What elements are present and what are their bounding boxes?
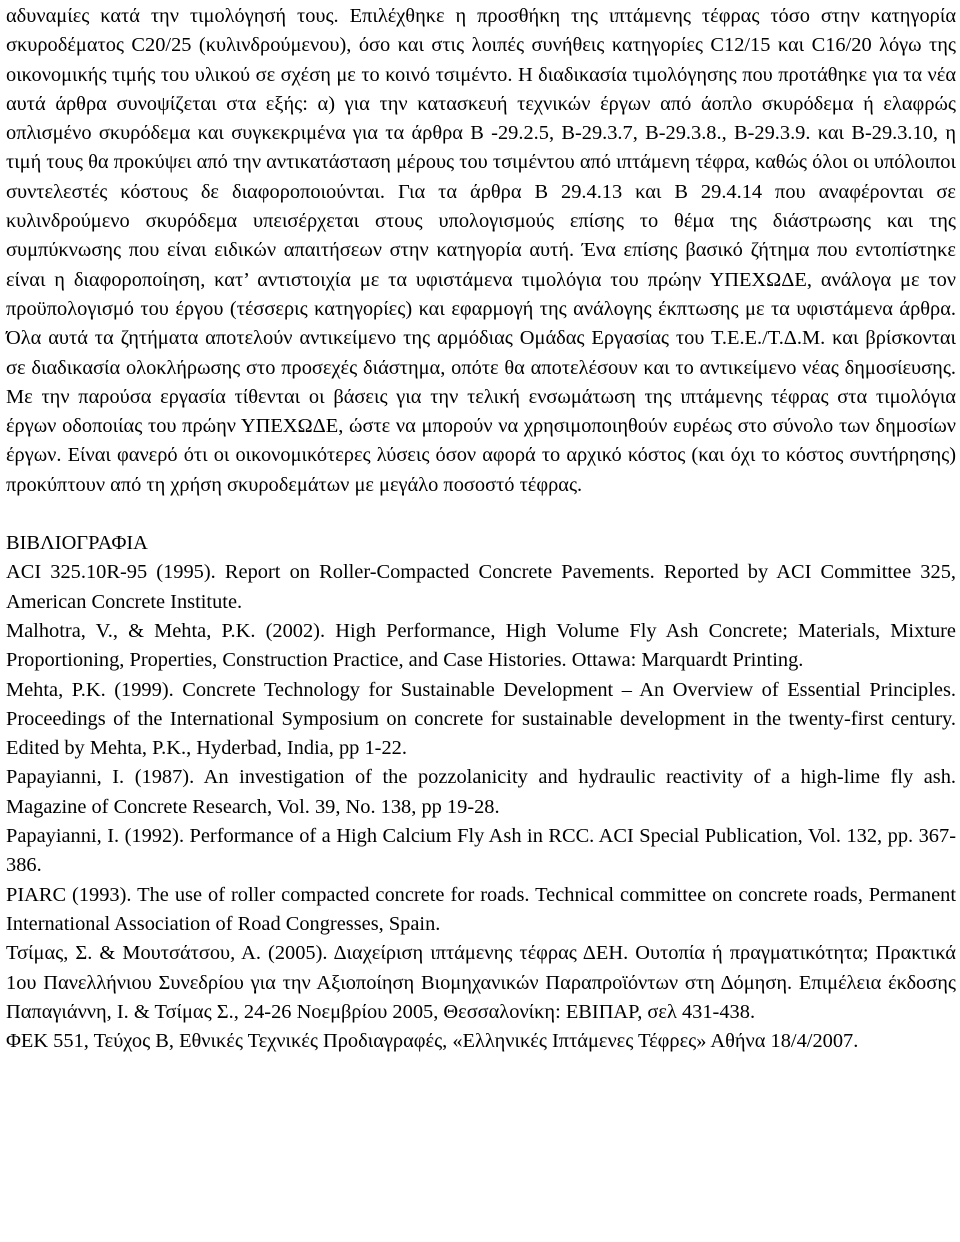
body-paragraph: αδυναμίες κατά την τιμολόγησή τους. Επιλέχθηκε η προσθήκη της ιπτάμενης τέφρας τόσο στην κατηγορία σκυροδέματος C20/25 (κυλινδρούμενου), όσο και στις λοιπές συνήθεις κατηγορίες C12/15 και C16/20 λόγω της οικονομικής τιμής του υλικού σε σχέση με το κοινό τσιμέντο. Η διαδικασία τιμολόγησης που προτάθηκε για τα νέα αυτά άρθρα συνοψίζεται στα εξής: α) για την κατασκευή τεχνικών έργων από άοπλο σκυρόδεμα ή ελαφρώς οπλισμένο σκυρόδεμα και συγκεκριμένα για τα άρθρα Β -29.2.5, Β-29.3.7, Β-29.3.8., Β-29.3.9. και Β-29.3.10, η τιμή τους θα προκύψει από την αντικατάσταση μέρους του τσιμέντου από ιπτάμενη τέφρα, καθώς όλοι οι υπόλοιποι συντελεστές κόστους δε διαφοροποιούνται. Για τα άρθρα Β 29.4.13 και Β 29.4.14 που αναφέρονται σε κυλινδρούμενο σκυρόδεμα υπεισέρχεται στους υπολογισμούς επίσης το θέμα της διάστρωσης και της συμπύκνωσης που είναι ειδικών απαιτήσεων στην κατηγορία αυτή. Ένα επίσης βασικό ζήτημα που εντοπίστηκε είναι η διαφοροποίηση, κατ’ αντιστοιχία με τα υφιστάμενα τιμολόγια του πρώην ΥΠΕΧΩΔΕ, ανάλογα με τον προϋπολογισμό του έργου (τέσσερις κατηγορίες) και εφαρμογή της ανάλογης έκπτωσης με τα υφιστάμενα άρθρα. Όλα αυτά τα ζητήματα αποτελούν αντικείμενο της αρμόδιας Ομάδας Εργασίας του Τ.Ε.Ε./Τ.Δ.Μ. και βρίσκονται σε διαδικασία ολοκλήρωσης στο προσεχές διάστημα, οπότε θα αποτελέσουν και το αντικείμενο νέας δημοσίευσης. Με την παρούσα εργασία τίθενται οι βάσεις για την τελική ενσωμάτωση της ιπτάμενης τέφρας στα τιμολόγια έργων οδοποιίας του πρώην ΥΠΕΧΩΔΕ, ώστε να μπορούν να χρησιμοποιηθούν ευρέως στο σύνολο των δημοσίων έργων. Είναι φανερό ότι οι οικονομικότερες λύσεις όσον αφορά το αρχικό κόστος (και όχι το κόστος συντήρησης) προκύπτουν από τη χρήση σκυροδεμάτων με μεγάλο ποσοστό τέφρας. [6,5,956,496]
reference-list [6,558,956,1056]
bibliography-heading: ΒΙΒΛΙΟΓΡΑΦΙΑ [6,532,148,555]
reference-item: PIARC (1993). The use of roller compacted concrete for roads. Technical committee on concrete roads, Permanent International Association of Road Congresses, Spain. [6,883,956,935]
reference-item: Mehta, P.K. (1999). Concrete Technology for Sustainable Development – An Overview of Essential Principles. Proceedings of the International Symposium on concrete for sustainable development in the twenty-first century. Edited by Mehta, P.K., Hyderbad, India, pp 1-22. [6,678,956,760]
reference-item: Papayianni, I. (1987). An investigation of the pozzolanicity and hydraulic reactivity of a high-lime fly ash. Magazine of Concrete Research, Vol. 39, No. 138, pp 19-28. [6,766,956,818]
reference-item: Τσίμας, Σ. & Μουτσάτσου, Α. (2005). Διαχείριση ιπτάμενης τέφρας ΔΕΗ. Ουτοπία ή πραγματικότητα; Πρακτικά 1ου Πανελλήνιου Συνεδρίου για την Αξιοποίηση Βιομηχανικών Παραπροϊόντων στη Δόμηση. Επιμέλεια έκδοσης Παπαγιάννη, Ι. & Τσίμας Σ., 24-26 Νοεμβρίου 2005, Θεσσαλονίκη: ΕΒΙΠΑΡ, σελ 431-438. [6,942,956,1023]
reference-item: ΦΕΚ 551, Τεύχος Β, Εθνικές Τεχνικές Προδιαγραφές, «Ελληνικές Ιπτάμενες Τέφρες» Αθήνα 18/4/2007. [6,1030,859,1053]
document-page [6,2,956,1056]
reference-item: Papayianni, I. (1992). Performance of a High Calcium Fly Ash in RCC. ACI Special Publication, Vol. 132, pp. 367-386. [6,825,956,877]
reference-item: ACI 325.10R-95 (1995). Report on Roller-Compacted Concrete Pavements. Reported by ACI Committee 325, American Concrete Institute. [6,561,956,613]
reference-item: Malhotra, V., & Mehta, P.K. (2002). High Performance, High Volume Fly Ash Concrete; Materials, Mixture Proportioning, Properties, Construction Practice, and Case Histories. Ottawa: Marquardt Printing. [6,619,956,672]
